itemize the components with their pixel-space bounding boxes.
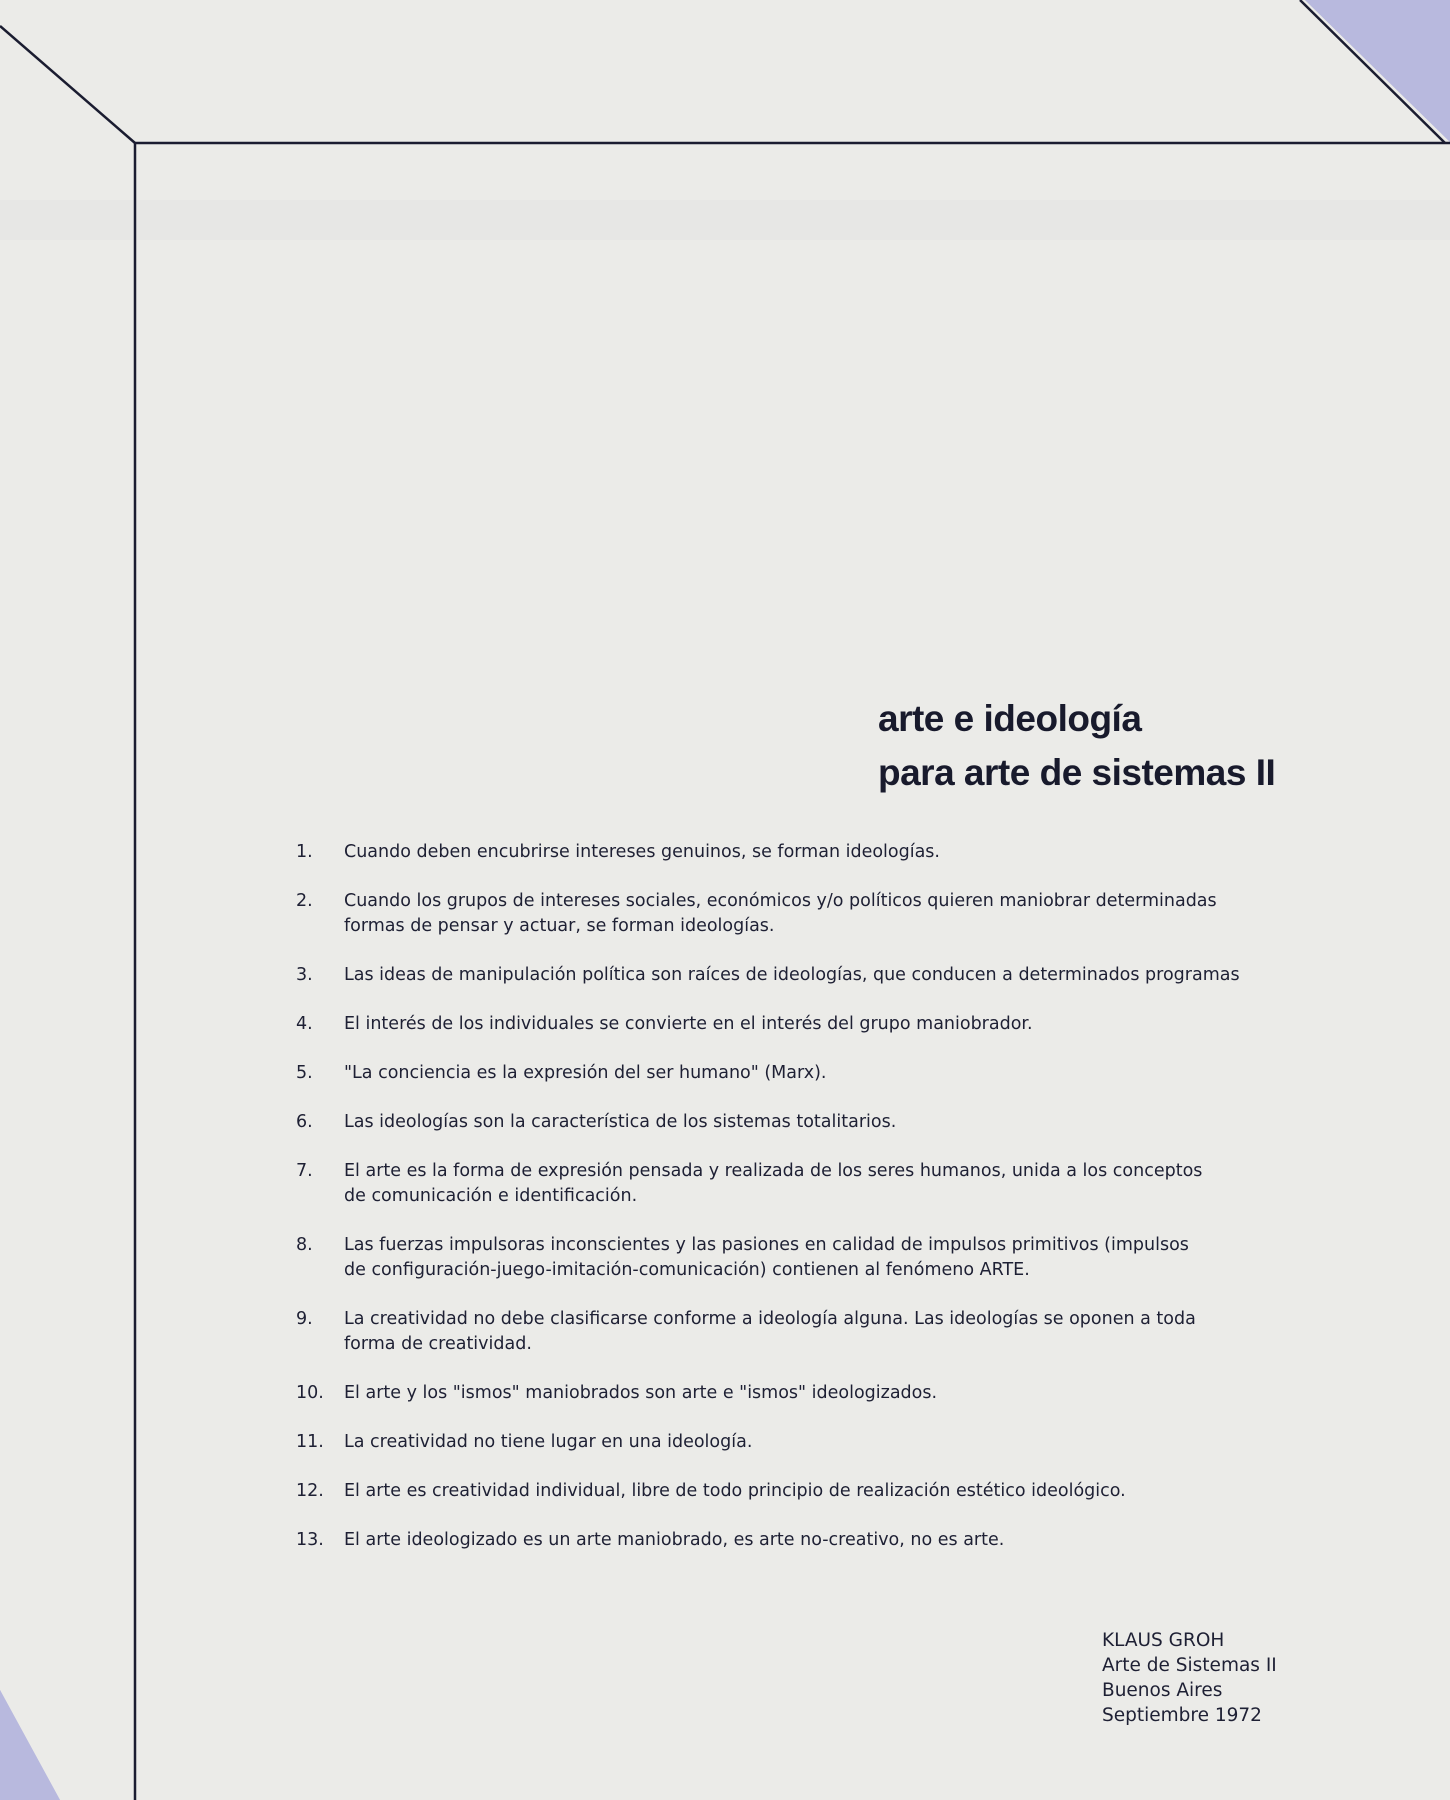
statement-text-line: El arte ideologizado es un arte maniobrado, es arte no-creativo, no es arte. xyxy=(344,1530,1005,1550)
statement-text-line: El arte es creatividad individual, libre de todo principio de realización estético ideológico. xyxy=(344,1481,1126,1501)
statement-text-line: Las ideas de manipulación política son raíces de ideologías, que conducen a determinados programas xyxy=(344,965,1240,985)
statement-text xyxy=(344,1381,937,1406)
statement-number: 3. xyxy=(296,965,313,985)
statement-number: 11. xyxy=(296,1432,324,1452)
statement-text xyxy=(344,1012,1033,1037)
statement-text-line: El interés de los individuales se convierte en el interés del grupo maniobrador. xyxy=(344,1014,1033,1034)
statement-text-line: "La conciencia es la expresión del ser humano" (Marx). xyxy=(344,1063,827,1083)
statement-number: 10. xyxy=(296,1383,324,1403)
statement-number: 13. xyxy=(296,1530,324,1550)
signature-name: KLAUS GROH xyxy=(1102,1630,1225,1651)
statement-text-line: de comunicación e identificación. xyxy=(344,1186,638,1206)
signature-line-4: Septiembre 1972 xyxy=(1102,1705,1262,1726)
statement-number: 12. xyxy=(296,1481,324,1501)
frame-diagonal-left xyxy=(0,26,135,143)
statement-text-line: Cuando deben encubrirse intereses genuinos, se forman ideologías. xyxy=(344,842,940,862)
statement-text xyxy=(344,1110,896,1135)
statement-text-line: Cuando los grupos de intereses sociales, económicos y/o políticos quieren maniobrar determinadas xyxy=(344,891,1217,911)
statement-text-line: forma de creatividad. xyxy=(344,1334,532,1354)
statement-text xyxy=(344,1528,1004,1553)
statement-text-line: Las fuerzas impulsoras inconscientes y las pasiones en calidad de impulsos primitivos (impulsos xyxy=(344,1235,1189,1255)
signature-line-3: Buenos Aires xyxy=(1102,1680,1223,1701)
statement-text xyxy=(344,963,1240,988)
statement-text xyxy=(344,840,940,865)
statement-text xyxy=(344,1061,826,1086)
statement-text-line: formas de pensar y actuar, se forman ideologías. xyxy=(344,916,775,936)
statement-text-line: El arte es la forma de expresión pensada y realizada de los seres humanos, unida a los conceptos xyxy=(344,1161,1203,1181)
statement-text-line: La creatividad no tiene lugar en una ideología. xyxy=(344,1432,753,1452)
frame-diagonal-right xyxy=(1300,0,1445,143)
statement-number: 6. xyxy=(296,1112,313,1132)
statement-text-line: La creatividad no debe clasificarse conforme a ideología alguna. Las ideologías se oponen a toda xyxy=(344,1309,1196,1329)
signature-block xyxy=(1102,1628,1277,1728)
document-title-line-2: para arte de sistemas II xyxy=(878,752,1276,793)
statement-number: 2. xyxy=(296,891,313,911)
statement-number: 7. xyxy=(296,1161,313,1181)
statement-text xyxy=(344,1307,1196,1357)
statement-number: 8. xyxy=(296,1235,313,1255)
statement-number: 5. xyxy=(296,1063,313,1083)
signature-line-2: Arte de Sistemas II xyxy=(1102,1655,1277,1676)
statement-text xyxy=(344,1479,1126,1504)
statement-text-line: de configuración-juego-imitación-comunicación) contienen al fenómeno ARTE. xyxy=(344,1260,1030,1280)
statement-number: 9. xyxy=(296,1309,313,1329)
document-title-line-1: arte e ideología xyxy=(878,698,1142,739)
statement-text xyxy=(344,1159,1202,1209)
statement-number: 1. xyxy=(296,842,313,862)
statement-text-line: Las ideologías son la característica de los sistemas totalitarios. xyxy=(344,1112,897,1132)
statement-number: 4. xyxy=(296,1014,313,1034)
statement-text xyxy=(344,1430,752,1455)
statement-text-line: El arte y los "ismos" maniobrados son arte e "ismos" ideologizados. xyxy=(344,1383,938,1403)
statement-text xyxy=(344,889,1217,939)
statement-text xyxy=(344,1233,1189,1283)
